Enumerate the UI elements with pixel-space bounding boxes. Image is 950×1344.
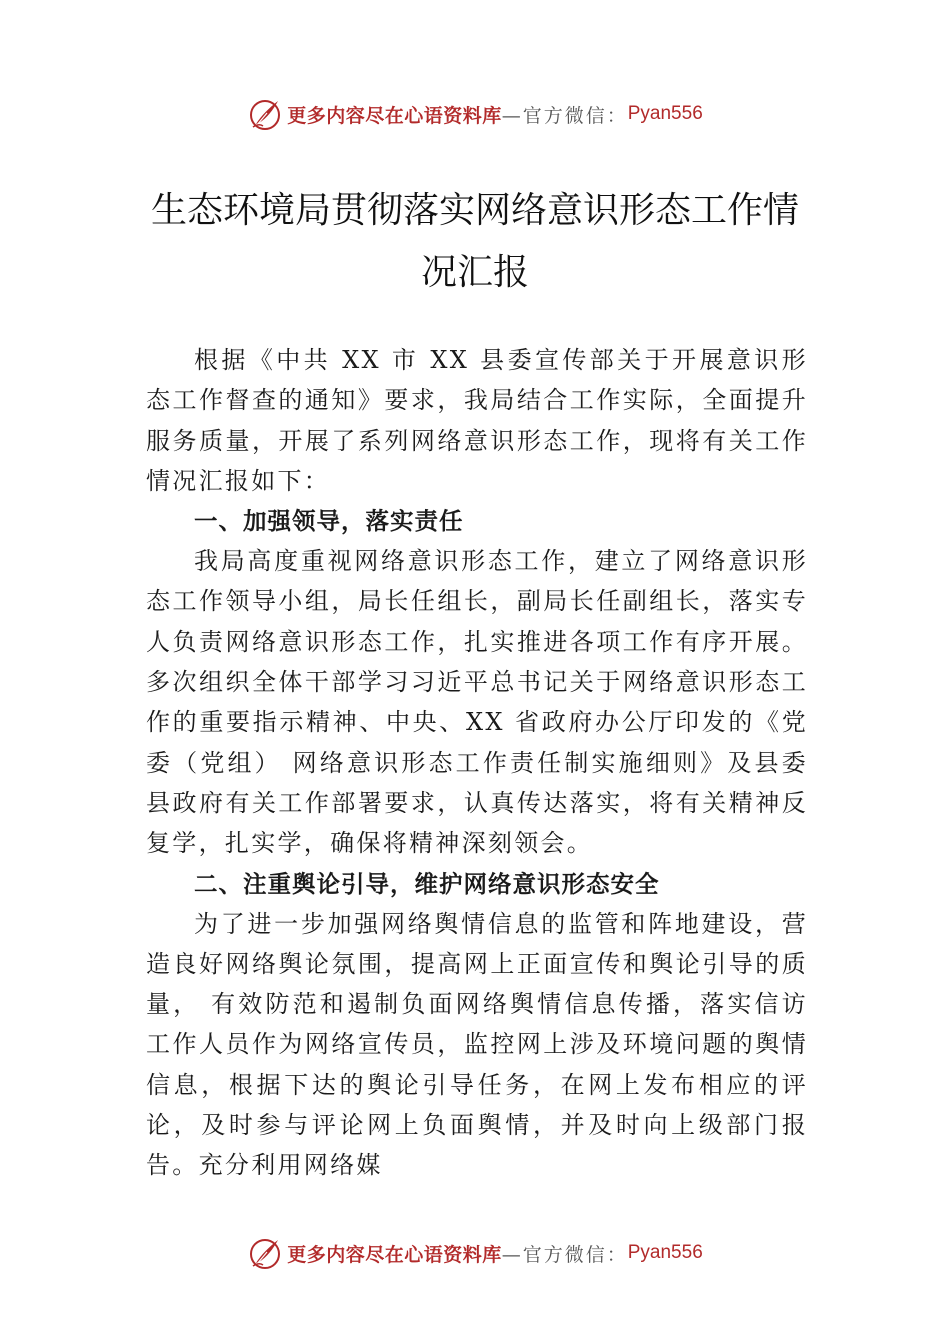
section-1-heading: 一、加强领导，落实责任 (194, 507, 464, 536)
watermark-library-text: 更多内容尽在心语资料库 (287, 1243, 502, 1266)
watermark-wechat-id: Pyan556 (627, 103, 703, 124)
watermark-official-text: —官方微信： (501, 1243, 628, 1266)
intro-paragraph: 根据《中共 XX 市 XX 县委宣传部关于开展意识形态工作督查的通知》要求，我局结合工作实际，全面提升服务质量，开展了系列网络意识形态工作，现将有关工作情况汇报如下： (146, 346, 808, 495)
feather-quill-logo-icon (247, 1235, 283, 1271)
footer-watermark (0, 1233, 950, 1273)
section-2-heading: 二、注重舆论引导，维护网络意识形态安全 (194, 869, 660, 898)
watermark-wechat-id: Pyan556 (627, 1242, 703, 1263)
watermark-official-text: —官方微信： (501, 104, 628, 127)
feather-quill-logo-icon (247, 96, 283, 132)
watermark-library-text: 更多内容尽在心语资料库 (287, 104, 502, 127)
header-watermark (0, 94, 950, 134)
document-body (146, 340, 808, 1186)
document-title: 生态环境局贯彻落实网络意识形态工作情况汇报 (150, 190, 799, 293)
section-2-paragraph: 为了进一步加强网络舆情信息的监管和阵地建设，营造良好网络舆论氛围，提高网上正面宣传和舆论引导的质量， 有效防范和遏制负面网络舆情信息传播，落实信访工作人员作为网络宣传员，监控网上涉及环境问题的舆情信息，根据下达的舆论引导任务，在网上发布相应的评论，及时参与评论网上负面舆情，并及时向上级部门报告。充分利用网络媒 (146, 909, 808, 1180)
section-1-paragraph: 我局高度重视网络意识形态工作，建立了网络意识形态工作领导小组，局长任组长，副局长任副组长，落实专人负责网络意识形态工作，扎实推进各项工作有序开展。多次组织全体干部学习习近平总书记关于网络意识形态工作的重要指示精神、中央、XX 省政府办公厅印发的《党委（党组） 网络意识形态工作责任制实施细则》及县委县政府有关工作部署要求，认真传达落实，将有关精神反复学，扎实学，确保将精神深刻领会。 (146, 547, 808, 858)
